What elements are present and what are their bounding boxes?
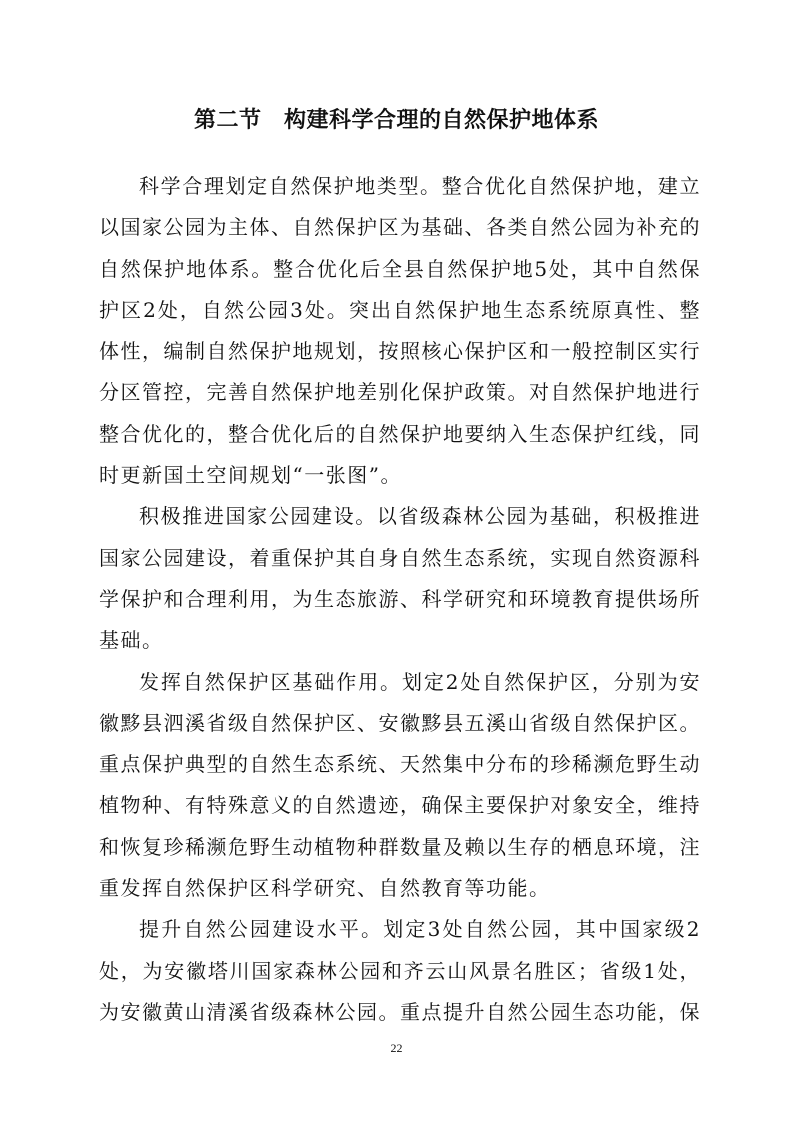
page-number: 22	[390, 1041, 403, 1055]
paragraph-text: 以省级森林公园为基础，积极推进国家公园建设，着重保护其自身自然生态系统，实现自然资源科学保护和合理利用，为生态旅游、科学研究和环境教育提供场所基础。	[99, 504, 702, 653]
paragraph-text: 划定2处自然保护区，分别为安徽黟县泗溪省级自然保护区、安徽黟县五溪山省级自然保护区。重点保护典型的自然生态系统、天然集中分布的珍稀濒危野生动植物种、有特殊意义的自然遗迹，确保主要保护对象安全，维持和恢复珍稀濒危野生动植物种群数量及赖以生存的栖息环境，注重发挥自然保护区科学研究、自然教育等功能。	[99, 669, 702, 901]
paragraph-protected-area-types	[99, 166, 701, 496]
paragraph-lead: 积极推进国家公园建设。	[139, 504, 377, 529]
paragraph-lead: 发挥自然保护区基础作用。	[139, 669, 402, 694]
paragraph-national-park	[99, 496, 701, 661]
section-title: 第二节 构建科学合理的自然保护地体系	[193, 108, 599, 133]
paragraph-lead: 科学合理划定自然保护地类型。	[139, 174, 442, 198]
paragraph-nature-park	[99, 909, 701, 1033]
paragraph-nature-reserve	[99, 662, 701, 910]
paragraph-lead: 提升自然公园建设水平。	[139, 917, 384, 942]
document-body	[99, 166, 701, 1033]
paragraph-text: 划定3处自然公园，其中国家级2处，为安徽塔川国家森林公园和齐云山风景名胜区；省级1处，为安徽黄山清溪省级森林公园。重点提升自然公园生态功能，保	[99, 917, 702, 1024]
paragraph-text: 整合优化自然保护地，建立以国家公园为主体、自然保护区为基础、各类自然公园为补充的自然保护地体系。整合优化后全县自然保护地5处，其中自然保护区2处，自然公园3处。突出自然保护地生态系统原真性、整体性，编制自然保护地规划，按照核心保护区和一般控制区实行分区管控，完善自然保护地差别化保护政策。对自然保护地进行整合优化的，整合优化后的自然保护地要纳入生态保护红线，同时更新国土空间规划“一张图”。	[99, 174, 702, 488]
